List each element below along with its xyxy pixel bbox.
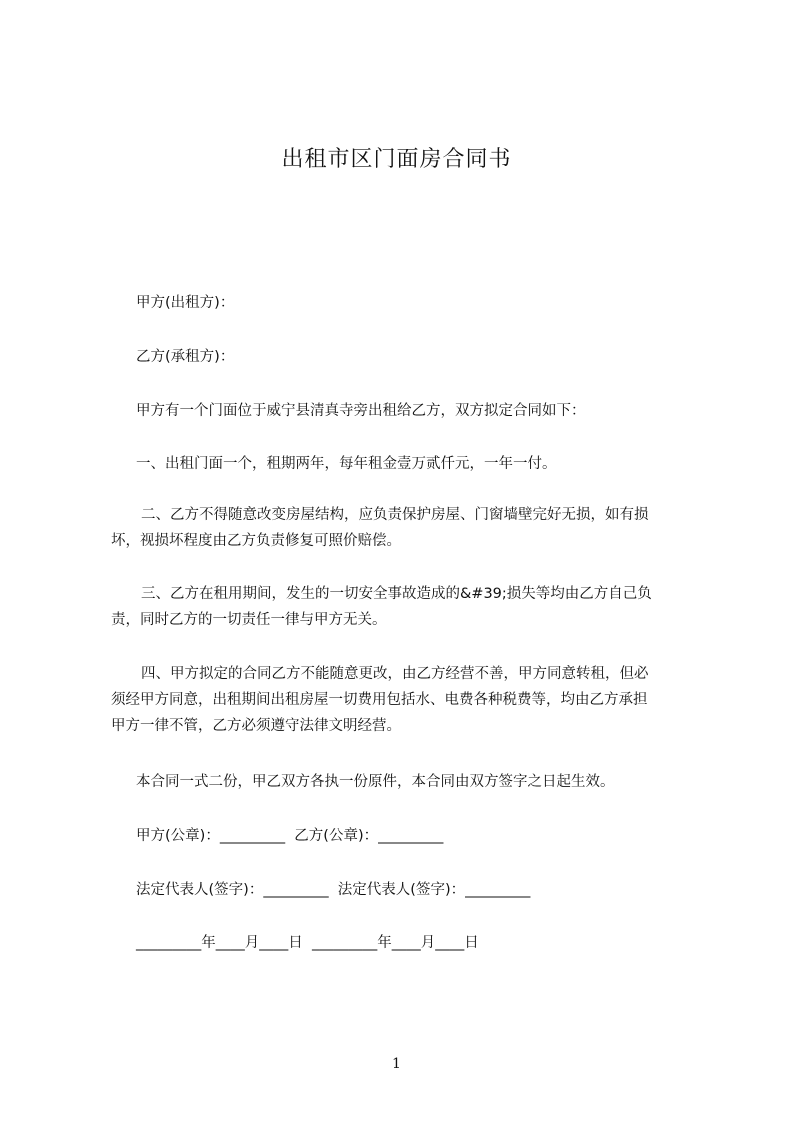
clause-2-line-2: 坏，视损坏程度由乙方负责修复可照价赔偿。 (111, 533, 401, 549)
clause-2 (111, 502, 706, 554)
representative-signature-line: 法定代表人(签字)：_________ 法定代表人(签字)：_________ (136, 882, 531, 898)
party-a-line: 甲方(出租方)： (136, 295, 235, 311)
date-line: _________年____月____日 _________年____月____日 (136, 935, 479, 951)
document-title: 出租市区门面房合同书 (281, 147, 512, 172)
clause-3 (111, 581, 706, 633)
seal-line: 甲方(公章)：_________ 乙方(公章)：_________ (136, 828, 444, 844)
clause-2-line-1: 二、乙方不得随意改变房屋结构，应负责保护房屋、门窗墙壁完好无损，如有损 (141, 507, 649, 523)
page-number: 1 (392, 1056, 401, 1072)
clause-4-line-1: 四、甲方拟定的合同乙方不能随意更改，由乙方经营不善，甲方同意转租，但必 (141, 666, 649, 682)
clause-3-line-1: 三、乙方在租用期间，发生的一切安全事故造成的&#39;损失等均由乙方自己负 (141, 586, 652, 602)
clause-3-line-2: 责，同时乙方的一切责任一律与甲方无关。 (111, 612, 387, 628)
intro-paragraph: 甲方有一个门面位于威宁县清真寺旁出租给乙方，双方拟定合同如下： (136, 403, 586, 419)
clause-1: 一、出租门面一个，租期两年，每年租金壹万贰仟元，一年一付。 (136, 456, 557, 472)
clause-4 (111, 661, 706, 739)
party-b-line: 乙方(承租方)： (136, 349, 235, 365)
clause-4-line-2: 须经甲方同意，出租期间出租房屋一切费用包括水、电费各种税费等，均由乙方承担 (111, 692, 648, 708)
clause-4-line-3: 甲方一律不管，乙方必须遵守法律文明经营。 (111, 718, 401, 734)
closing-statement: 本合同一式二份，甲乙双方各执一份原件，本合同由双方签字之日起生效。 (136, 774, 615, 790)
